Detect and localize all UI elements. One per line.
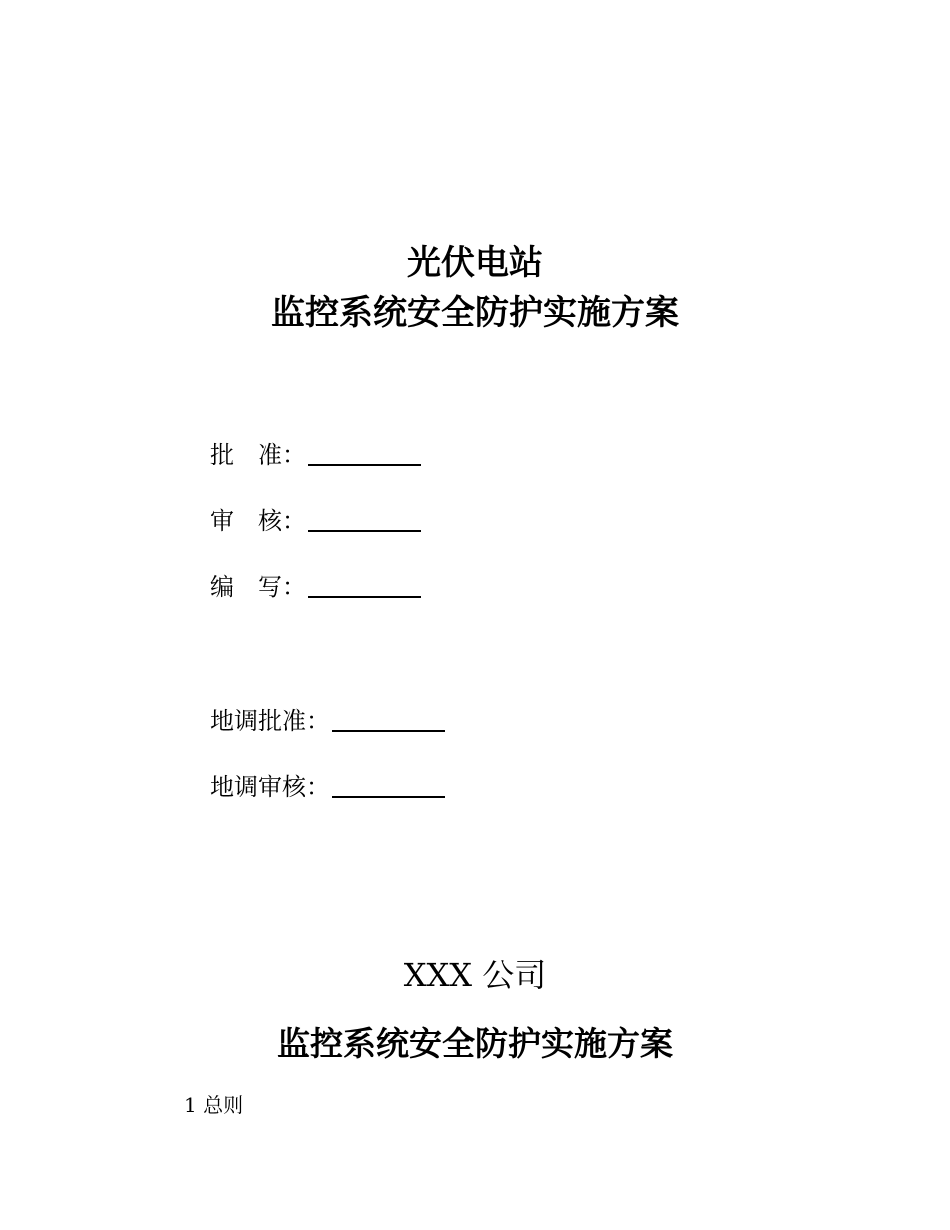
write-row: [210, 570, 421, 604]
cover-title-line-1: 光伏电站: [407, 243, 543, 283]
document-subtitle: 监控系统安全防护实施方案: [277, 1024, 673, 1063]
cover-title: [0, 238, 950, 338]
write-label: 编 写: [210, 573, 282, 601]
approve-label: 批 准: [210, 441, 282, 469]
review-colon: ：: [282, 507, 306, 535]
approve-colon: ：: [282, 441, 306, 469]
cover-title-line-2: 监控系统安全防护实施方案: [271, 293, 679, 333]
company-name: XXX 公司: [403, 956, 547, 994]
dispatch-review-label: 地调审核: [210, 773, 306, 801]
dispatch-approve-label: 地调批准: [210, 707, 306, 735]
dispatch-review-signature-line: [332, 796, 445, 798]
review-signature-line: [308, 530, 421, 532]
review-row: [210, 504, 421, 538]
section-heading-1: 1 总则: [184, 1093, 244, 1117]
approve-signature-line: [308, 464, 421, 466]
dispatch-approve-row: [210, 704, 445, 738]
dispatch-review-row: [210, 770, 445, 804]
dispatch-review-colon: ：: [306, 773, 330, 801]
approve-row: [210, 438, 421, 472]
review-label: 审 核: [210, 507, 282, 535]
dispatch-approve-signature-line: [332, 730, 445, 732]
dispatch-approve-colon: ：: [306, 707, 330, 735]
write-colon: ：: [282, 573, 306, 601]
write-signature-line: [308, 596, 421, 598]
